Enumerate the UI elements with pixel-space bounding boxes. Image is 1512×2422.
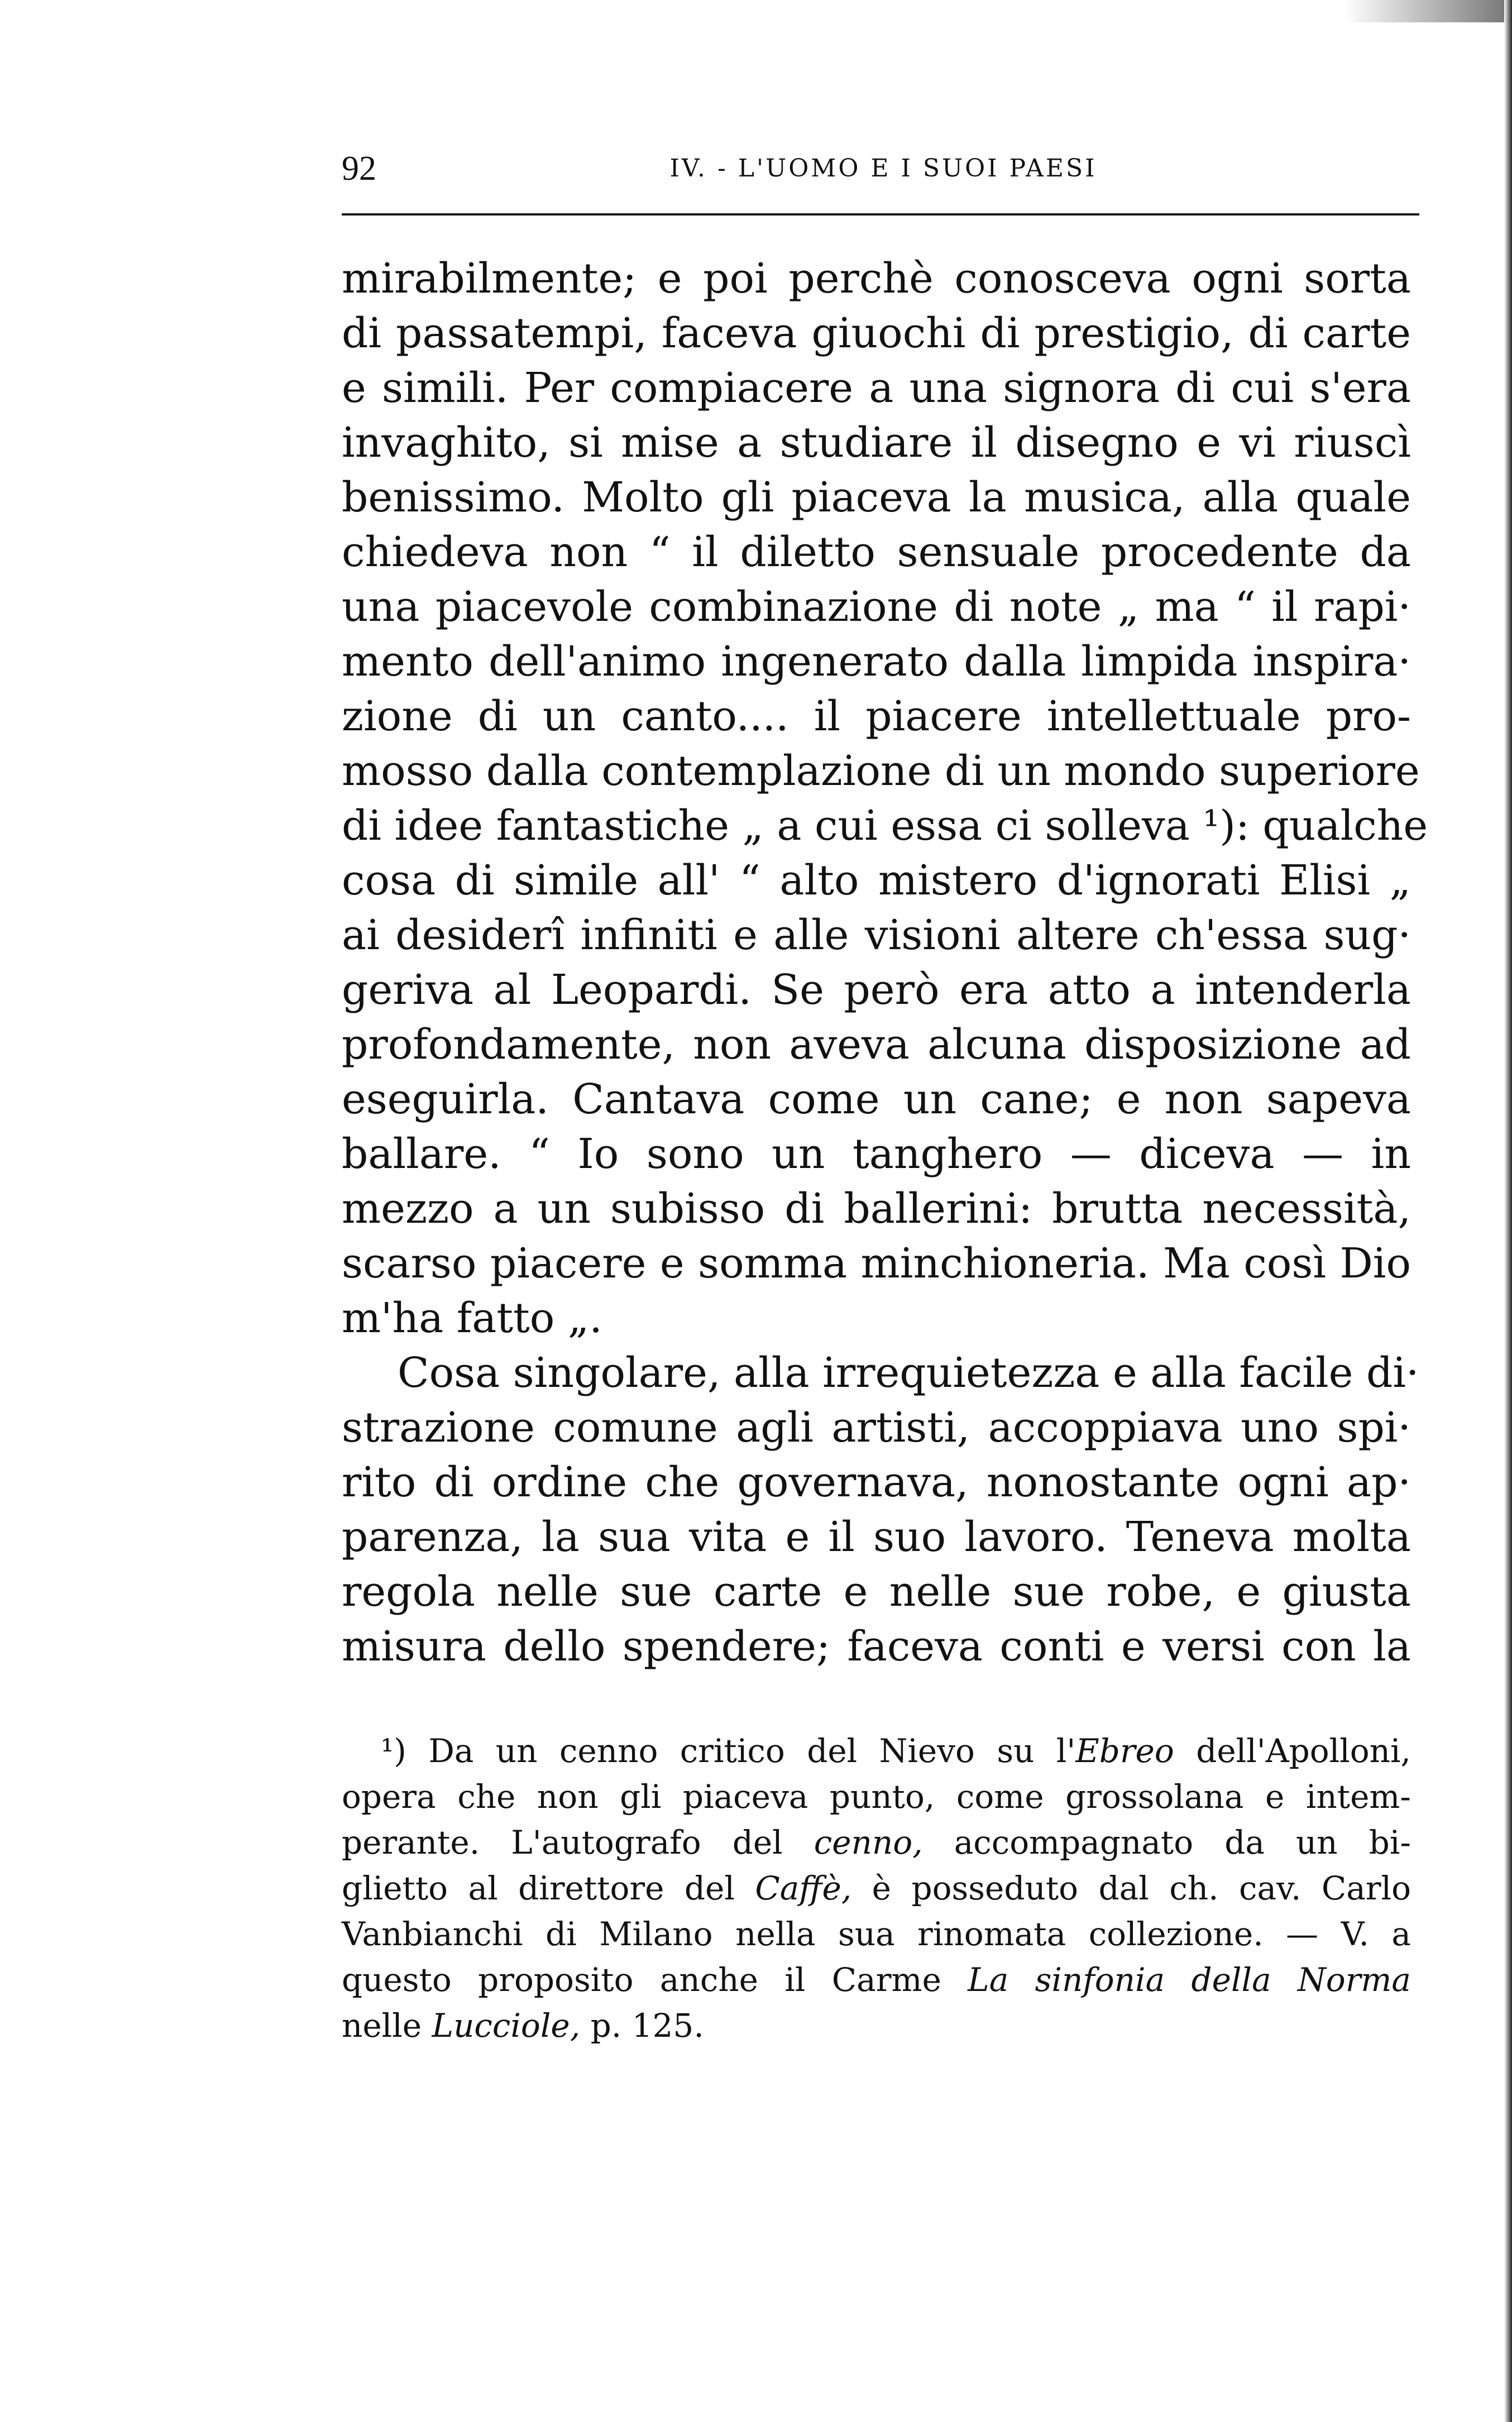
scan-edge-shadow	[1344, 0, 1512, 22]
text-line: eseguirla. Cantava come un cane; e non sapeva	[342, 1075, 1411, 1123]
text-line: mirabilmente; e poi perchè conosceva ogni sorta	[342, 255, 1411, 303]
text-line: misura dello spendere; faceva conti e versi con la	[342, 1622, 1411, 1670]
text-line: mosso dalla contemplazione di un mondo superiore	[342, 747, 1420, 795]
text-line: parenza, la sua vita e il suo lavoro. Teneva molta	[342, 1513, 1411, 1561]
text-line: ballare. “ Io sono un tanghero — diceva — in	[342, 1130, 1411, 1178]
text-line: zione di un canto.... il piacere intellettuale pro-	[342, 692, 1411, 740]
body-text	[342, 251, 1428, 1674]
footnote-line: Vanbianchi di Milano nella sua rinomata collezione. — V. a	[342, 1915, 1411, 1953]
text-line: mezzo a un subisso di ballerini: brutta necessità,	[342, 1185, 1411, 1233]
text-line: geriva al Leopardi. Se però era atto a intenderla	[342, 966, 1411, 1014]
header-rule	[342, 213, 1419, 216]
text-line: m'ha fatto „.	[342, 1294, 602, 1342]
text-line: una piacevole combinazione di note „ ma “ il rapi·	[342, 583, 1411, 631]
footnote-line: opera che non gli piaceva punto, come grossolana e intem-	[342, 1778, 1411, 1816]
page-header	[342, 146, 1425, 191]
footnote-line: glietto al direttore del Caffè, è posseduto dal ch. cav. Carlo	[342, 1869, 1411, 1907]
text-line: ai desiderî infiniti e alle visioni altere ch'essa sug·	[342, 911, 1411, 959]
text-line: e simili. Per compiacere a una signora di cui s'era	[342, 364, 1411, 412]
text-line: di passatempi, faceva giuochi di prestigio, di carte	[342, 309, 1411, 357]
text-line: chiedeva non “ il diletto sensuale procedente da	[342, 528, 1411, 576]
text-line: cosa di simile all' “ alto mistero d'ignorati Elisi „	[342, 856, 1411, 904]
text-line: scarso piacere e somma minchioneria. Ma così Dio	[342, 1239, 1411, 1287]
text-line: Cosa singolare, alla irrequietezza e alla facile di·	[398, 1349, 1419, 1397]
scan-edge	[1504, 0, 1512, 2422]
footnote-line: nelle Lucciole, p. 125.	[342, 2007, 704, 2045]
text-line: regola nelle sue carte e nelle sue robe, e giusta	[342, 1568, 1411, 1616]
text-line: rito di ordine che governava, nonostante ogni ap·	[342, 1458, 1411, 1506]
footnote	[342, 1728, 1411, 2048]
text-line: di idee fantastiche „ a cui essa ci solleva ¹): qualche	[342, 802, 1428, 850]
footnote-line: questo proposito anche il Carme La sinfonia della Norma	[342, 1961, 1411, 1999]
running-head: IV. - L'UOMO E I SUOI PAESI	[669, 154, 1097, 183]
page-number: 92	[342, 150, 376, 188]
text-line: profondamente, non aveva alcuna disposizione ad	[342, 1021, 1411, 1069]
footnote-line: perante. L'autografo del cenno, accompagnato da un bi-	[342, 1823, 1411, 1861]
footnote-line: ¹) Da un cenno critico del Nievo su l'Ebreo dell'Apolloni,	[381, 1732, 1411, 1770]
text-line: mento dell'animo ingenerato dalla limpida inspira·	[342, 638, 1411, 686]
text-line: strazione comune agli artisti, accoppiava uno spi·	[342, 1404, 1411, 1452]
text-line: invaghito, si mise a studiare il disegno e vi riuscì	[342, 419, 1411, 467]
footnote-marker: ¹)	[381, 1732, 406, 1770]
text-line: benissimo. Molto gli piaceva la musica, alla quale	[342, 473, 1411, 521]
